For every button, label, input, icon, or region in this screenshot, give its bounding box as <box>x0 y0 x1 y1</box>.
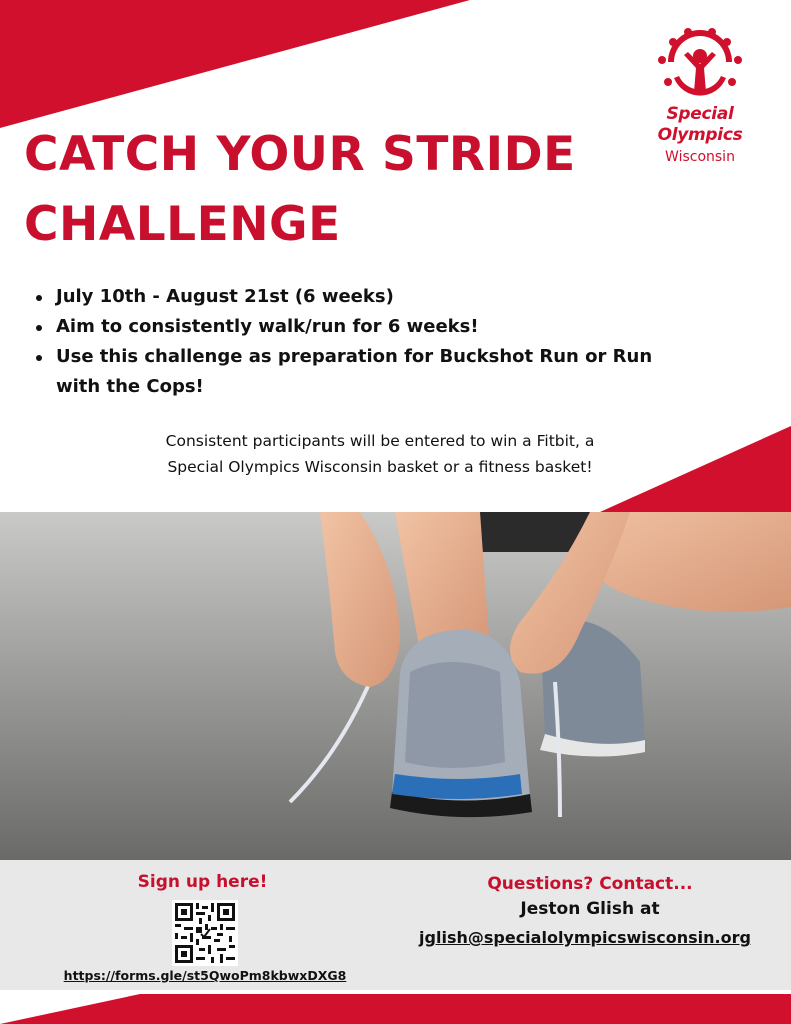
list-item: Aim to consistently walk/run for 6 weeks! <box>34 312 654 342</box>
signup-form-link[interactable]: https://forms.gle/st5QwoPm8kbwxDXG8 <box>63 968 347 983</box>
prize-line-2: Special Olympics Wisconsin basket or a fitness basket! <box>167 458 593 476</box>
prize-description <box>120 428 640 480</box>
qr-code-icon[interactable] <box>172 900 238 966</box>
contact-name: Jeston Glish at <box>520 899 660 919</box>
contact-email-link[interactable]: jglish@specialolympicswisconsin.org <box>419 928 751 947</box>
title-line-1: CATCH YOUR STRIDE <box>24 127 576 182</box>
runner-tying-shoe-photo <box>0 512 791 860</box>
special-olympics-figure-icon <box>640 22 760 102</box>
logo-text-olympics: Olympics <box>657 125 743 145</box>
signup-heading: Sign up here! <box>137 872 268 892</box>
challenge-details-list <box>34 282 654 402</box>
special-olympics-logo <box>640 22 760 182</box>
page-title <box>24 120 624 260</box>
list-item: Use this challenge as preparation for Buckshot Run or Run with the Cops! <box>34 342 654 402</box>
logo-text-wisconsin: Wisconsin <box>665 149 735 165</box>
prize-line-1: Consistent participants will be entered to win a Fitbit, a <box>165 432 595 450</box>
red-corner-banner-bottom <box>0 990 791 1024</box>
logo-text-special: Special <box>666 104 734 124</box>
contact-heading: Questions? Contact... <box>487 874 693 894</box>
title-line-2: CHALLENGE <box>24 197 341 252</box>
list-item: July 10th - August 21st (6 weeks) <box>34 282 654 312</box>
